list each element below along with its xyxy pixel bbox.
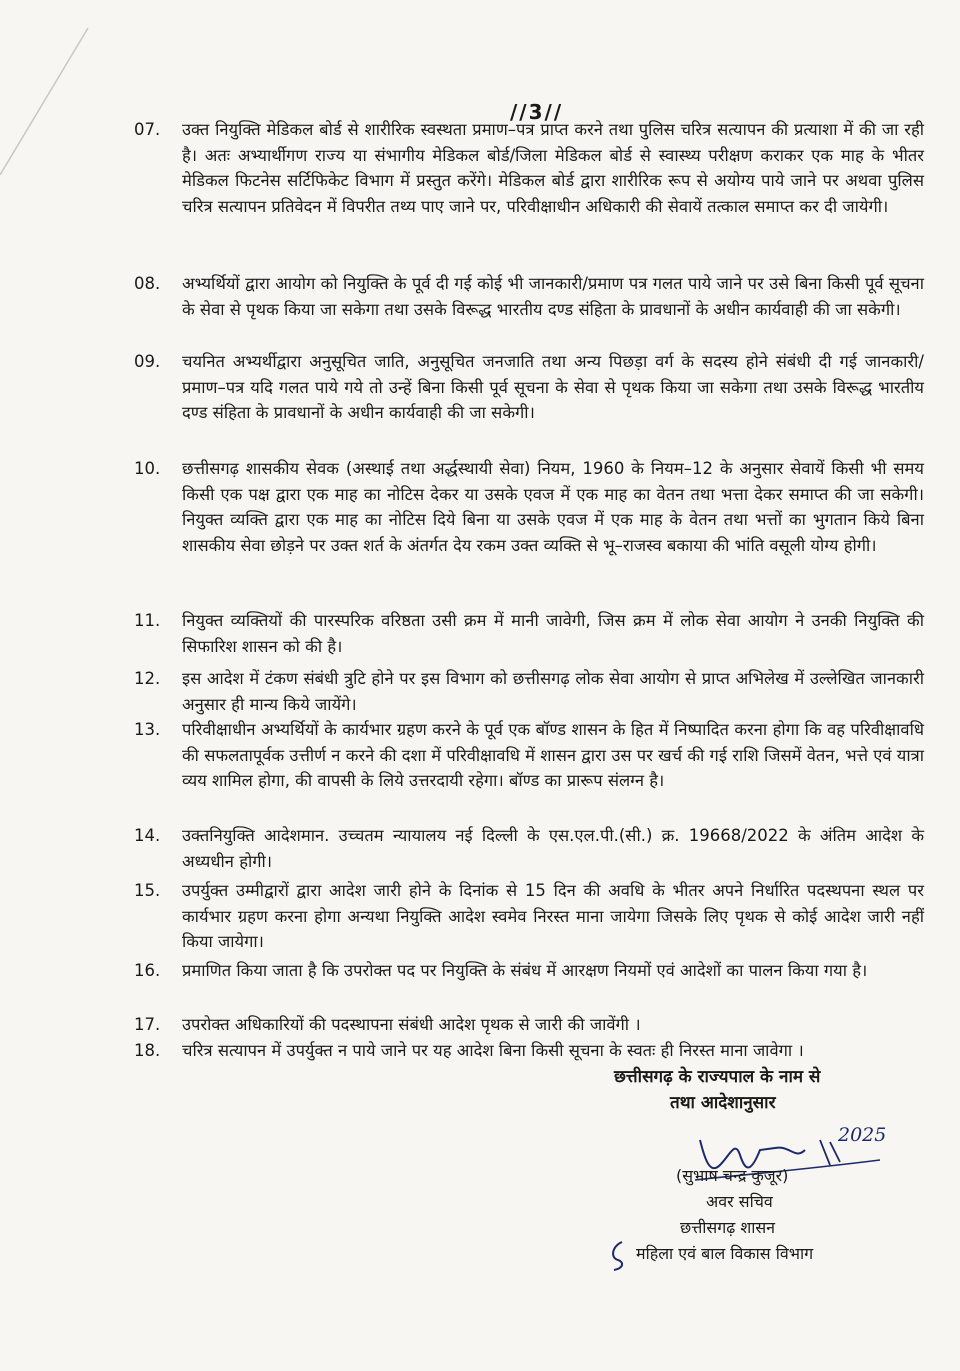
paragraph-text: उक्त नियुक्ति मेडिकल बोर्ड से शारीरिक स्वस्थता प्रमाण–पत्र प्राप्त करने तथा पुलिस चरित्र सत्यापन की प्रत्याशा में की जा रही है। अतः अभ्यार्थीगण राज्य या संभागीय मेडिकल बोर्ड/जिला मेडिकल बोर्ड से स्वास्थ्य परीक्षण कराकर एक माह के भीतर मेडिकल फिटनेस सर्टिफिकेट विभाग में प्रस्तुत करेंगे। मेडिकल बोर्ड द्वारा शारीरिक रूप से अयोग्य पाये जाने पर अथवा पुलिस चरित्र सत्यापन प्रतिवेदन में विपरीत तथ्य पाए जाने पर, परिवीक्षाधीन अधिकारी की सेवायें तत्काल समाप्त कर दी जायेगी। — [182, 120, 924, 216]
paragraph-text: उपरोक्त अधिकारियों की पदस्थापना संबंधी आदेश पृथक से जारी की जावेंगी । — [182, 1015, 641, 1034]
paragraph-18 — [134, 1038, 924, 1064]
paragraph-number: 12. — [134, 669, 161, 688]
paragraph-08 — [134, 271, 924, 322]
paragraph-07 — [134, 117, 924, 219]
paragraph-text: अभ्यर्थियों द्वारा आयोग को नियुक्ति के पूर्व दी गई कोई भी जानकारी/प्रमाण पत्र गलत पाये जाने पर उसे बिना किसी पूर्व सूचना के सेवा से पृथक किया जा सकेगा तथा उसके विरूद्ध भारतीय दण्ड संहिता के प्रावधानों के अधीन कार्यवाही की जा सकेगी। — [182, 274, 924, 319]
department-name: महिला एवं बाल विकास विभाग — [636, 1244, 814, 1263]
paragraph-number: 10. — [134, 459, 161, 478]
paragraph-number: 07. — [134, 120, 161, 139]
paragraph-text: उक्तनियुक्ति आदेशमान. उच्चतम न्यायालय नई दिल्ली के एस.एल.पी.(सी.) क्र. 19668/2022 के अंतिम आदेश के अध्यधीन होगी। — [182, 826, 924, 871]
paragraph-11 — [134, 608, 924, 659]
government-name: छत्तीसगढ़ शासन — [680, 1218, 776, 1237]
paragraph-text: चरित्र सत्यापन में उपर्युक्त न पाये जाने पर यह आदेश बिना किसी सूचना के स्वतः ही निरस्त माना जावेगा । — [182, 1041, 804, 1060]
paragraph-number: 09. — [134, 352, 161, 371]
paragraph-10 — [134, 456, 924, 558]
paragraph-text: इस आदेश में टंकण संबंधी त्रुटि होने पर इस विभाग को छत्तीसगढ़ लोक सेवा आयोग से प्राप्त अभिलेख में उल्लेखित जानकारी अनुसार ही मान्य किये जायेंगे। — [182, 669, 924, 714]
paragraph-number: 15. — [134, 881, 161, 900]
paragraph-text: छत्तीसगढ़ शासकीय सेवक (अस्थाई तथा अर्द्धस्थायी सेवा) नियम, 1960 के नियम–12 के अनुसार सेवायें किसी भी समय किसी एक पक्ष द्वारा एक माह का नोटिस देकर या उसके एवज में एक माह का वेतन तथा भत्ता देकर समाप्त की जा सकेगी। नियुक्त व्यक्ति द्वारा एक माह का नोटिस दिये बिना या उसके एवज में एक माह के वेतन तथा भत्तों का भुगतान किये बिना शासकीय सेवा छोड़ने पर उक्त शर्त के अंतर्गत देय रकम उक्त व्यक्ति से भू–राजस्व बकाया की भांति वसूली योग्य होगी। — [182, 459, 924, 555]
paragraph-number: 14. — [134, 826, 161, 845]
paragraph-12 — [134, 666, 924, 717]
paragraph-number: 18. — [134, 1041, 161, 1060]
paragraph-number: 11. — [134, 611, 161, 630]
paragraph-09 — [134, 349, 924, 426]
page-number: //3// — [510, 100, 564, 124]
paragraph-text: परिवीक्षाधीन अभ्यर्थियों के कार्यभार ग्रहण करने के पूर्व एक बॉण्ड शासन के हित में निष्पादित करना होगा कि वह परिवीक्षावधि की सफलतापूर्वक उत्तीर्ण न करने की दशा में परिवीक्षावधि में शासन द्वारा उस पर खर्च की गई राशि जिसमें वेतन, भत्ते एवं यात्रा व्यय शामिल होगा, की वापसी के लिये उत्तरदायी रहेगा। बॉण्ड का प्रारूप संलग्न है। — [182, 720, 924, 790]
paragraph-number: 13. — [134, 720, 161, 739]
paragraph-16 — [134, 958, 924, 984]
paragraph-text: चयनित अभ्यर्थीद्वारा अनुसूचित जाति, अनुसूचित जनजाति तथा अन्य पिछड़ा वर्ग के सदस्य होने संबंधी दी गई जानकारी/प्रमाण–पत्र यदि गलत पाये गये तो उन्हें बिना किसी पूर्व सूचना के सेवा से पृथक किया जा सकेगा तथा उसके विरूद्ध भारतीय दण्ड संहिता के प्रावधानों के अधीन कार्यवाही की जा सकेगी। — [182, 352, 924, 422]
authority-line-2: तथा आदेशानुसार — [670, 1093, 776, 1113]
officer-name: (सुभाष चन्द्र कुजूर) — [676, 1166, 789, 1185]
paragraph-17 — [134, 1012, 924, 1038]
initial-mark — [604, 1238, 634, 1274]
paragraph-13 — [134, 717, 924, 794]
paragraph-number: 16. — [134, 961, 161, 980]
paragraph-text: प्रमाणित किया जाता है कि उपरोक्त पद पर नियुक्ति के संबंध में आरक्षण नियमों एवं आदेशों का पालन किया गया है। — [182, 961, 868, 980]
paragraph-text: नियुक्त व्यक्तियों की पारस्परिक वरिष्ठता उसी क्रम में मानी जावेगी, जिस क्रम में लोक सेवा आयोग ने उनकी नियुक्ति की सिफारिश शासन को की है। — [182, 611, 924, 656]
authority-line-1: छत्तीसगढ़ के राज्यपाल के नाम से — [614, 1067, 821, 1087]
paragraph-14 — [134, 823, 924, 874]
paragraph-text: उपर्युक्त उम्मीद्वारों द्वारा आदेश जारी होने के दिनांक से 15 दिन की अवधि के भीतर अपने निर्धारित पदस्थपना स्थल पर कार्यभार ग्रहण करना होगा अन्यथा नियुक्ति आदेश स्वमेव निरस्त माना जायेगा जिसके लिए पृथक से कोई आदेश जारी नहीं किया जायेगा। — [182, 881, 924, 951]
paragraph-number: 08. — [134, 274, 161, 293]
officer-designation: अवर सचिव — [706, 1192, 773, 1211]
paragraph-number: 17. — [134, 1015, 161, 1034]
signature-date: 2025 — [838, 1124, 887, 1146]
paragraph-15 — [134, 878, 924, 955]
